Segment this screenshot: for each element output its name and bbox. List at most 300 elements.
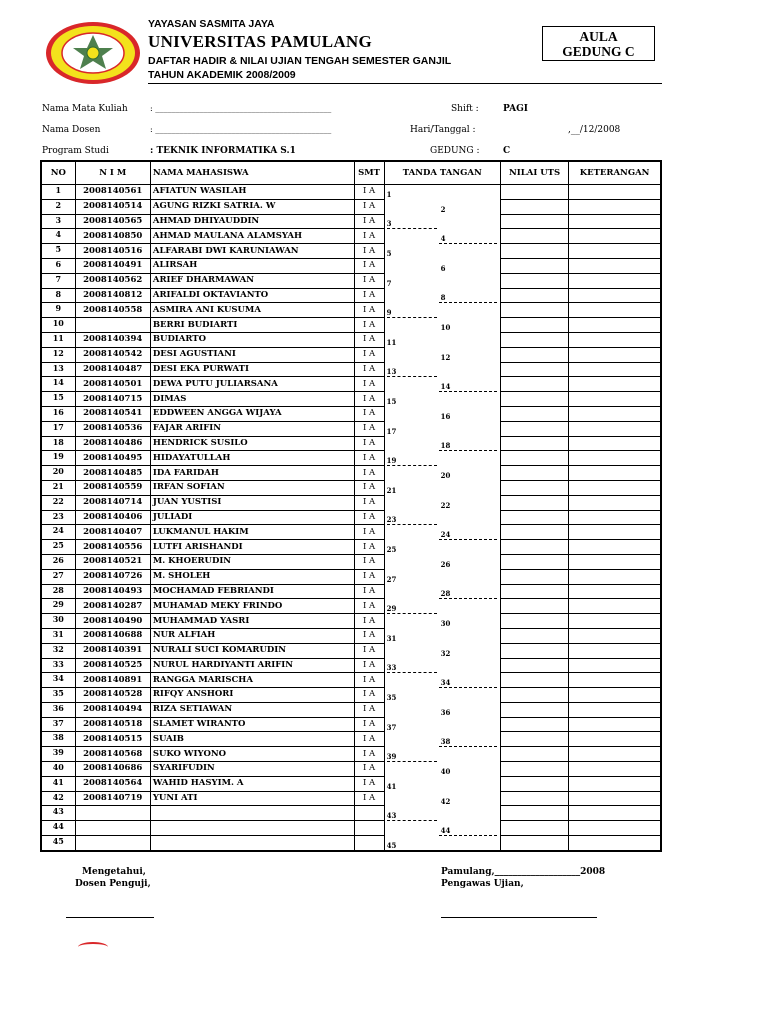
student-semester: I A [354,776,384,791]
row-number: 5 [41,244,75,259]
row-number: 30 [41,614,75,629]
student-name: JULIADI [150,510,354,525]
row-number: 35 [41,688,75,703]
student-nim: 2008140391 [75,643,150,658]
table-row [41,421,661,436]
table-row [41,436,661,451]
table-row [41,495,661,510]
student-nim: 2008140394 [75,332,150,347]
signature-cell [384,628,500,643]
col-uts-header: NILAI UTS [500,161,568,185]
dosen-signature-line [66,917,154,918]
student-name: M. KHOERUDIN [150,554,354,569]
uts-score-cell [500,451,568,466]
student-nim [75,836,150,851]
student-semester: I A [354,762,384,777]
student-nim: 2008140812 [75,288,150,303]
row-number: 15 [41,392,75,407]
table-row [41,199,661,214]
signature-cell [384,185,500,200]
shift-value: PAGI [503,104,528,114]
student-nim: 2008140542 [75,347,150,362]
student-semester: I A [354,569,384,584]
row-number: 6 [41,258,75,273]
signature-cell [384,495,500,510]
uts-score-cell [500,762,568,777]
signature-cell [384,791,500,806]
signature-number: 25 [386,545,397,555]
student-nim: 2008140486 [75,436,150,451]
signature-number: 33 [386,663,397,673]
gedung-field-value: C [503,146,511,156]
aula-label: AULA [579,29,618,44]
student-name: YUNI ATI [150,791,354,806]
student-semester [354,836,384,851]
table-row [41,229,661,244]
notes-cell [569,199,661,214]
student-name: IRFAN SOFIAN [150,480,354,495]
student-semester: I A [354,214,384,229]
notes-cell [569,214,661,229]
signature-cell [384,199,500,214]
student-semester: I A [354,288,384,303]
notes-cell [569,377,661,392]
hari-label: Hari/Tanggal : [410,125,476,135]
header-rule [148,83,662,84]
student-name: ASMIRA ANI KUSUMA [150,303,354,318]
row-number: 32 [41,643,75,658]
uts-score-cell [500,362,568,377]
row-number: 28 [41,584,75,599]
signature-number: 35 [386,692,397,702]
student-name: AHMAD DHIYAUDDIN [150,214,354,229]
signature-number: 28 [440,589,451,599]
shift-label: Shift : [451,104,479,114]
student-nim: 2008140714 [75,495,150,510]
student-semester: I A [354,599,384,614]
signature-cell [384,406,500,421]
table-row [41,747,661,762]
row-number: 8 [41,288,75,303]
student-nim: 2008140891 [75,673,150,688]
signature-number: 22 [440,500,451,510]
notes-cell [569,229,661,244]
row-number: 4 [41,229,75,244]
student-nim [75,806,150,821]
signature-cell [384,747,500,762]
signature-cell [384,658,500,673]
student-nim: 2008140525 [75,658,150,673]
notes-cell [569,406,661,421]
row-number: 2 [41,199,75,214]
notes-cell [569,747,661,762]
signature-cell [384,673,500,688]
signature-cell [384,762,500,777]
table-row [41,584,661,599]
prodi-label: Program Studi [42,146,109,156]
signature-cell [384,614,500,629]
student-name: ALFARABI DWI KARUNIAWAN [150,244,354,259]
row-number: 31 [41,628,75,643]
signature-cell [384,732,500,747]
signature-number: 16 [440,411,451,421]
signature-number: 6 [440,263,446,273]
student-name: MUHAMMAD YASRI [150,614,354,629]
row-number: 7 [41,273,75,288]
notes-cell [569,392,661,407]
col-signature-header: TANDA TANGAN [384,161,500,185]
signature-cell [384,569,500,584]
uts-score-cell [500,673,568,688]
student-name: EDDWEEN ANGGA WIJAYA [150,406,354,421]
student-name: DESI AGUSTIANI [150,347,354,362]
student-nim: 2008140521 [75,554,150,569]
signature-cell [384,377,500,392]
uts-score-cell [500,643,568,658]
notes-cell [569,258,661,273]
student-name: HENDRICK SUSILO [150,436,354,451]
dosen-value: : ____________________________________________ [150,125,332,134]
student-nim: 2008140487 [75,362,150,377]
student-nim: 2008140726 [75,569,150,584]
table-row [41,688,661,703]
notes-cell [569,776,661,791]
student-semester: I A [354,717,384,732]
table-row [41,673,661,688]
student-nim [75,821,150,836]
student-name: NURUL HARDIYANTI ARIFIN [150,658,354,673]
student-name: SUKO WIYONO [150,747,354,762]
student-semester: I A [354,229,384,244]
student-semester: I A [354,199,384,214]
uts-score-cell [500,628,568,643]
student-semester: I A [354,421,384,436]
uts-score-cell [500,510,568,525]
signature-cell [384,776,500,791]
uts-score-cell [500,332,568,347]
table-row [41,806,661,821]
student-nim: 2008140686 [75,762,150,777]
student-nim: 2008140515 [75,732,150,747]
uts-score-cell [500,821,568,836]
notes-cell [569,584,661,599]
signature-number: 24 [440,530,451,540]
row-number: 39 [41,747,75,762]
student-name: BUDIARTO [150,332,354,347]
student-semester: I A [354,347,384,362]
student-name: RIFQY ANSHORI [150,688,354,703]
student-semester: I A [354,614,384,629]
signature-cell [384,836,500,851]
document-title: DAFTAR HADIR & NILAI UJIAN TENGAH SEMESTER GANJIL [148,55,452,67]
table-row [41,791,661,806]
table-row [41,451,661,466]
table-row [41,762,661,777]
row-number: 24 [41,525,75,540]
student-name: AGUNG RIZKI SATRIA. W [150,199,354,214]
footer-pengawas: Pengawas Ujian, [441,879,524,889]
signature-cell [384,510,500,525]
student-name: AFIATUN WASILAH [150,185,354,200]
row-number: 33 [41,658,75,673]
row-number: 3 [41,214,75,229]
table-row [41,303,661,318]
signature-number: 3 [386,219,392,229]
uts-score-cell [500,244,568,259]
signature-cell [384,362,500,377]
signature-number: 11 [386,337,397,347]
uts-score-cell [500,229,568,244]
notes-cell [569,303,661,318]
notes-cell [569,495,661,510]
student-semester: I A [354,702,384,717]
signature-cell [384,466,500,481]
row-number: 34 [41,673,75,688]
row-number: 20 [41,466,75,481]
table-row [41,244,661,259]
table-row [41,510,661,525]
student-semester: I A [354,480,384,495]
student-nim: 2008140850 [75,229,150,244]
uts-score-cell [500,258,568,273]
row-number: 36 [41,702,75,717]
uts-score-cell [500,406,568,421]
location-box [542,26,655,61]
student-semester: I A [354,244,384,259]
col-nim-header: N I M [75,161,150,185]
uts-score-cell [500,776,568,791]
student-nim: 2008140559 [75,480,150,495]
student-name: RIZA SETIAWAN [150,702,354,717]
notes-cell [569,806,661,821]
notes-cell [569,480,661,495]
table-row [41,406,661,421]
student-name: RANGGA MARISCHA [150,673,354,688]
notes-cell [569,599,661,614]
signature-cell [384,214,500,229]
signature-cell [384,332,500,347]
student-nim: 2008140407 [75,525,150,540]
signature-number: 43 [386,811,397,821]
notes-cell [569,540,661,555]
student-name: SYARIFUDIN [150,762,354,777]
notes-cell [569,510,661,525]
uts-score-cell [500,702,568,717]
student-semester: I A [354,791,384,806]
prodi-value: : TEKNIK INFORMATIKA S.1 [150,146,296,156]
student-semester: I A [354,510,384,525]
table-row [41,717,661,732]
table-row [41,658,661,673]
uts-score-cell [500,688,568,703]
student-name [150,806,354,821]
notes-cell [569,451,661,466]
signature-cell [384,717,500,732]
uts-score-cell [500,392,568,407]
student-name: LUTFI ARISHANDI [150,540,354,555]
notes-cell [569,244,661,259]
student-nim: 2008140528 [75,688,150,703]
signature-cell [384,347,500,362]
row-number: 1 [41,185,75,200]
signature-number: 14 [440,382,451,392]
student-nim: 2008140688 [75,628,150,643]
notes-cell [569,525,661,540]
foundation-name: YAYASAN SASMITA JAYA [148,18,275,30]
uts-score-cell [500,554,568,569]
signature-cell [384,273,500,288]
hari-value: ,__/12/2008 [568,125,621,135]
table-header-row [41,161,661,185]
student-semester [354,806,384,821]
notes-cell [569,673,661,688]
student-name: HIDAYATULLAH [150,451,354,466]
notes-cell [569,318,661,333]
student-name: SUAIB [150,732,354,747]
signature-line[interactable] [387,850,437,851]
uts-score-cell [500,806,568,821]
mata-kuliah-label: Nama Mata Kuliah [42,104,128,114]
notes-cell [569,288,661,303]
signature-cell [384,599,500,614]
student-name: BERRI BUDIARTI [150,318,354,333]
row-number: 26 [41,554,75,569]
table-row [41,480,661,495]
signature-number: 17 [386,426,397,436]
row-number: 43 [41,806,75,821]
uts-score-cell [500,347,568,362]
student-semester: I A [354,688,384,703]
signature-number: 13 [386,367,397,377]
student-semester: I A [354,643,384,658]
student-nim: 2008140406 [75,510,150,525]
pengawas-signature-line [441,917,597,918]
signature-cell [384,540,500,555]
student-name: ALIRSAH [150,258,354,273]
notes-cell [569,762,661,777]
notes-cell [569,628,661,643]
signature-number: 31 [386,633,397,643]
signature-number: 2 [440,204,446,214]
notes-cell [569,614,661,629]
notes-cell [569,362,661,377]
row-number: 38 [41,732,75,747]
uts-score-cell [500,495,568,510]
notes-cell [569,185,661,200]
uts-score-cell [500,599,568,614]
uts-score-cell [500,318,568,333]
red-mark [78,942,108,952]
uts-score-cell [500,717,568,732]
uts-score-cell [500,303,568,318]
student-name: M. SHOLEH [150,569,354,584]
notes-cell [569,554,661,569]
student-semester: I A [354,540,384,555]
uts-score-cell [500,836,568,851]
signature-number: 34 [440,678,451,688]
student-semester [354,821,384,836]
student-nim: 2008140536 [75,421,150,436]
signature-cell [384,244,500,259]
table-row [41,332,661,347]
student-nim: 2008140561 [75,185,150,200]
signature-number: 10 [440,323,451,333]
table-row [41,554,661,569]
student-nim: 2008140491 [75,258,150,273]
student-semester: I A [354,673,384,688]
uts-score-cell [500,421,568,436]
signature-cell [384,421,500,436]
student-name: MUHAMAD MEKY FRINDO [150,599,354,614]
table-row [41,185,661,200]
row-number: 21 [41,480,75,495]
row-number: 10 [41,318,75,333]
student-nim: 2008140719 [75,791,150,806]
signature-number: 40 [440,766,451,776]
student-nim: 2008140565 [75,214,150,229]
footer-mengetahui: Mengetahui, [82,867,146,877]
student-semester: I A [354,451,384,466]
notes-cell [569,273,661,288]
signature-cell [384,554,500,569]
row-number: 9 [41,303,75,318]
student-nim: 2008140516 [75,244,150,259]
row-number: 42 [41,791,75,806]
student-semester: I A [354,658,384,673]
row-number: 17 [41,421,75,436]
student-nim: 2008140495 [75,451,150,466]
row-number: 27 [41,569,75,584]
row-number: 29 [41,599,75,614]
student-name: ARIFALDI OKTAVIANTO [150,288,354,303]
table-row [41,258,661,273]
row-number: 45 [41,836,75,851]
signature-number: 32 [440,648,451,658]
signature-number: 36 [440,707,451,717]
student-semester: I A [354,332,384,347]
notes-cell [569,688,661,703]
uts-score-cell [500,288,568,303]
signature-number: 15 [386,397,397,407]
student-nim: 2008140493 [75,584,150,599]
student-semester: I A [354,258,384,273]
student-semester: I A [354,303,384,318]
row-number: 25 [41,540,75,555]
signature-number: 37 [386,722,397,732]
notes-cell [569,732,661,747]
notes-cell [569,466,661,481]
table-row [41,540,661,555]
gedung-field-label: GEDUNG : [430,146,480,156]
signature-number: 39 [386,752,397,762]
signature-number: 38 [440,737,451,747]
student-nim: 2008140485 [75,466,150,481]
table-row [41,569,661,584]
table-row [41,599,661,614]
student-name: AHMAD MAULANA ALAMSYAH [150,229,354,244]
student-semester: I A [354,318,384,333]
table-row [41,836,661,851]
student-nim: 2008140556 [75,540,150,555]
student-name: JUAN YUSTISI [150,495,354,510]
table-row [41,643,661,658]
footer-dosen-penguji: Dosen Penguji, [75,879,151,889]
uts-score-cell [500,791,568,806]
row-number: 44 [41,821,75,836]
student-nim: 2008140541 [75,406,150,421]
student-semester: I A [354,495,384,510]
table-row [41,288,661,303]
